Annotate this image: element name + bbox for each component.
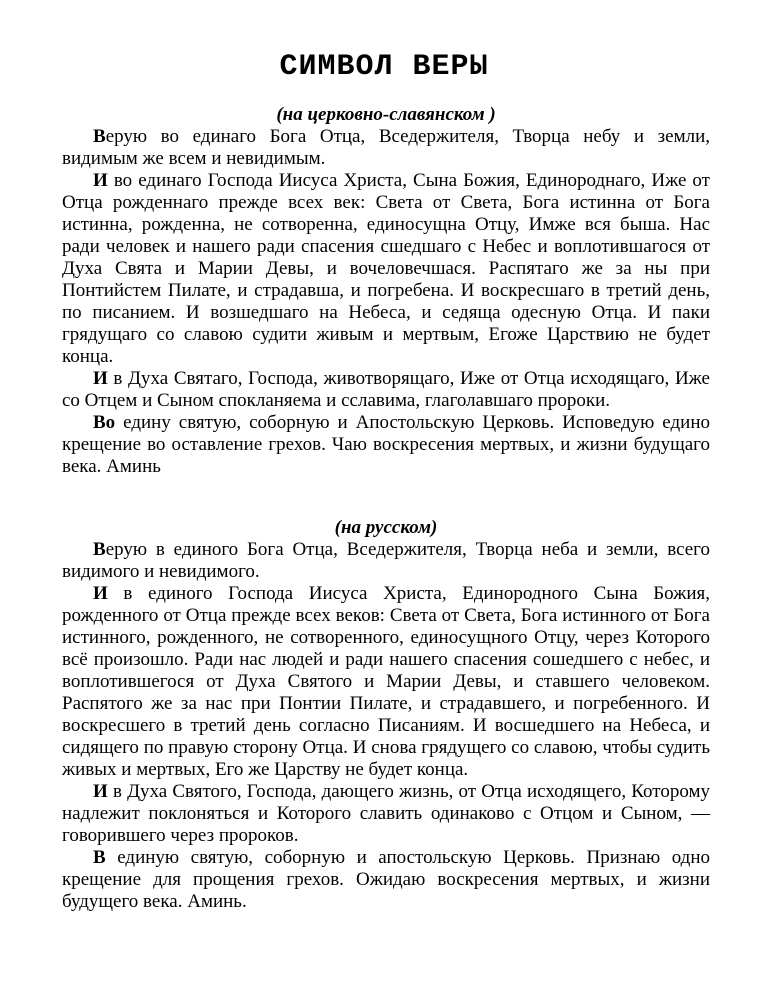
paragraph-text: ерую во единаго Бога Отца, Вседержителя, Творца небу и земли, видимым же всем и невидимым.: [62, 126, 710, 169]
paragraph: [62, 170, 710, 368]
paragraph-text: в Духа Святаго, Господа, животворящаго, Иже от Отца исходящаго, Иже со Отцем и Сыном спокланяема и сславима, глаголавшаго пророки.: [62, 368, 710, 411]
paragraph-text: в Духа Святого, Господа, дающего жизнь, от Отца исходящего, Которому надлежит поклоняться и Которого славить одинаково с Отцом и Сыном, — говорившего через пророков.: [62, 781, 710, 846]
paragraph: [62, 847, 710, 913]
paragraph: [62, 368, 710, 412]
paragraph: [62, 126, 710, 170]
paragraph-text: во единаго Господа Иисуса Христа, Сына Божия, Единороднаго, Иже от Отца рожденнаго прежде всех век: Света от Света, Бога истинна от Бога истинна, рожденна, не сотворенна, единосущна Отцу, Имже вся быша. Нас ради человек и нашего ради спасения сшедшаго с Небес и воплотившагося от Духа Свята и Марии Девы, и вочеловечшася. Распятаго же за ны при Понтийстем Пилате, и страдавша, и погребена. И воскресшаго в третий день, по писанием. И возшедшаго на Небеса, и седяща одесную Отца. И паки грядущаго со славою судити живым и мертвым, Егоже Царствию не будет конца.: [62, 170, 710, 367]
paragraph-text: единую святую, соборную и апостольскую Церковь. Признаю одно крещение для прощения грехов. Ожидаю воскресения мертвых, и жизни будущего века. Аминь.: [62, 847, 710, 912]
section-heading: (на церковно-славянском ): [276, 104, 496, 125]
paragraph-lead: В: [93, 539, 106, 560]
paragraph: [62, 412, 710, 478]
paragraph-lead: В: [93, 847, 106, 868]
section-heading: (на русском): [334, 517, 438, 538]
page-title: СИМВОЛ ВЕРЫ: [279, 50, 489, 84]
section-church-slavonic: [62, 104, 710, 478]
paragraph-text: в единого Господа Иисуса Христа, Единородного Сына Божия, рожденного от Отца прежде всех веков: Света от Света, Бога истинного от Бога истинного, рожденного, не сотворенного, единосущного Отцу, через Которого всё произошло. Ради нас людей и ради нашего спасения сошедшего с небес, и воплотившегося от Духа Святого и Марии Девы, и ставшего человеком. Распятого же за нас при Понтии Пилате, и страдавшего, и погребенного. И воскресшего в третий день согласно Писаниям. И восшедшего на Небеса, и сидящего по правую сторону Отца. И снова грядущего со славою, чтобы судить живых и мертвых, Его же Царству не будет конца.: [62, 583, 710, 780]
paragraph-lead: И: [93, 781, 108, 802]
paragraph-lead: И: [93, 368, 108, 389]
paragraph-lead: В: [93, 126, 106, 147]
paragraph-lead: И: [93, 170, 108, 191]
paragraph: [62, 539, 710, 583]
paragraph-text: едину святую, соборную и Апостольскую Церковь. Исповедую едино крещение во оставление грехов. Чаю воскресения мертвых, и жизни будущаго века. Аминь: [62, 412, 710, 477]
section-russian: [62, 517, 710, 913]
paragraph: [62, 583, 710, 781]
paragraph-lead: И: [93, 583, 108, 604]
paragraph-text: ерую в единого Бога Отца, Вседержителя, Творца неба и земли, всего видимого и невидимого.: [62, 539, 710, 582]
paragraph: [62, 781, 710, 847]
paragraph-lead: Во: [93, 412, 116, 433]
